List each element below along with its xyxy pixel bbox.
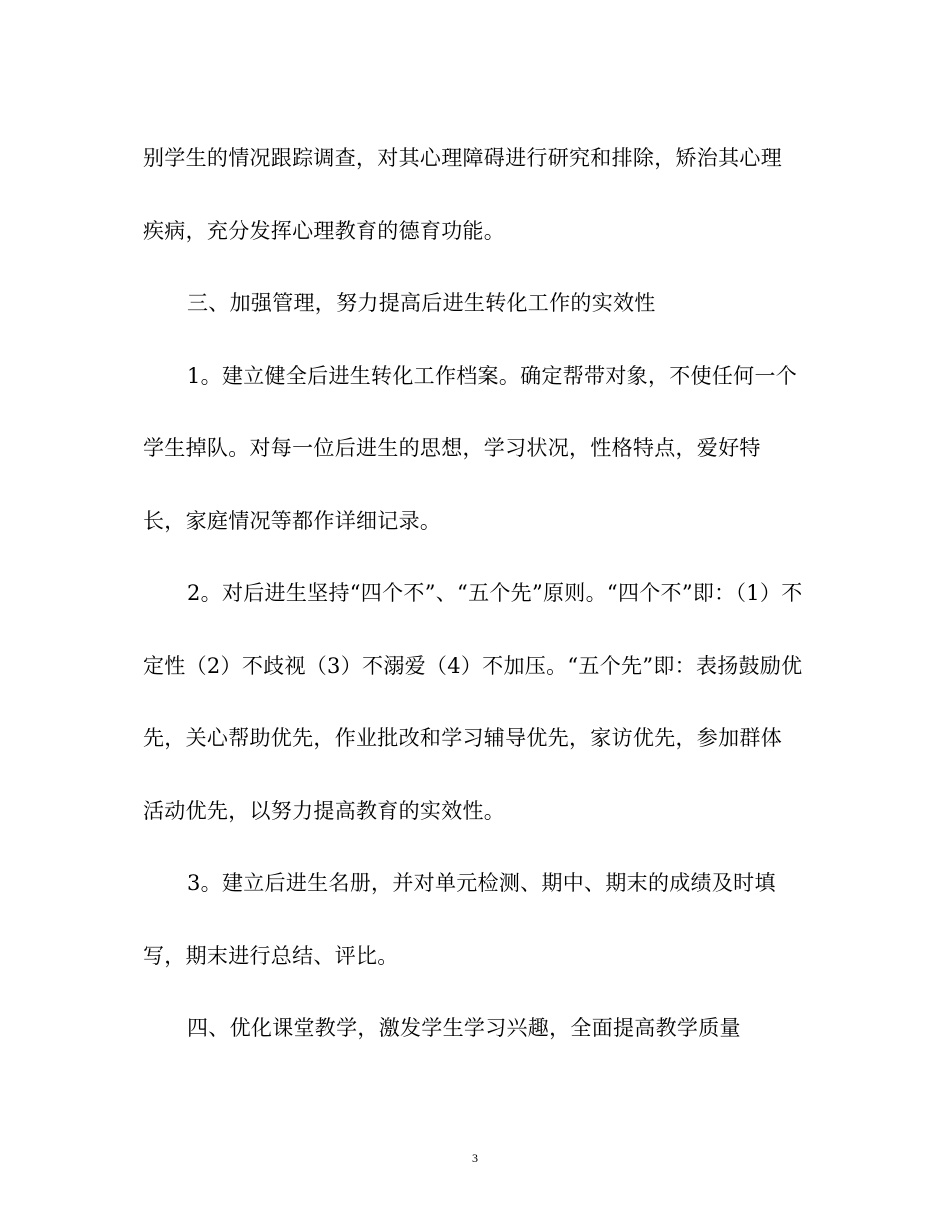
page-number: 3 [472, 1151, 478, 1165]
section-heading: 四、优化课堂教学，激发学生学习兴趣，全面提高教学质量 [187, 1016, 741, 1040]
body-text-line: 3。建立后进生名册，并对单元检测、期中、期末的成绩及时填 [187, 871, 776, 895]
body-text-line: 先，关心帮助优先，作业批改和学习辅导优先，家访优先，参加群体 [143, 726, 782, 750]
body-text-line: 2。对后进生坚持“四个不”、“五个先”原则。“四个不”即：（1）不 [187, 581, 803, 605]
body-text-line: 活动优先，以努力提高教育的实效性。 [143, 799, 506, 823]
body-text-line: 写，期末进行总结、评比。 [143, 944, 399, 968]
body-text-line: 学生掉队。对每一位后进生的思想，学习状况，性格特点，爱好特 [143, 436, 761, 460]
section-heading: 三、加强管理，努力提高后进生转化工作的实效性 [187, 291, 656, 315]
body-text-line: 别学生的情况跟踪调查，对其心理障碍进行研究和排除，矫治其心理 [143, 146, 782, 170]
body-text-line: 1。建立健全后进生转化工作档案。确定帮带对象，不使任何一个 [187, 364, 798, 388]
body-text-line: 疾病，充分发挥心理教育的德育功能。 [143, 219, 506, 243]
body-text-line: 长，家庭情况等都作详细记录。 [143, 509, 442, 533]
body-text-line: 定性（2）不歧视（3）不溺爱（4）不加压。“五个先”即：表扬鼓励优 [143, 654, 803, 678]
